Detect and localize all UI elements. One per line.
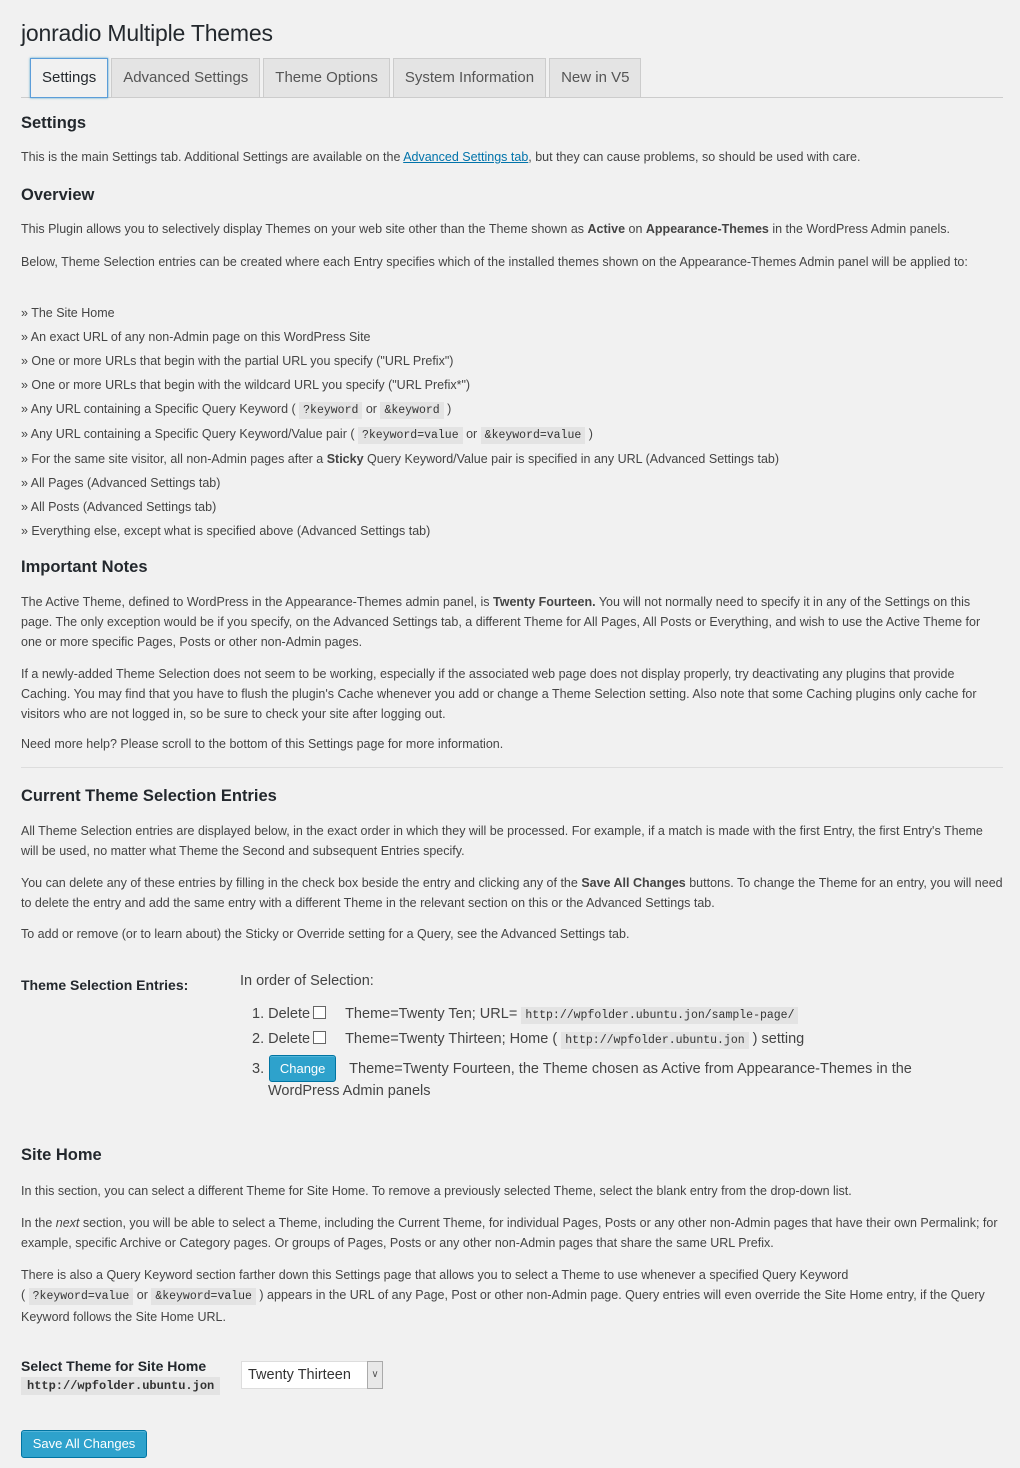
intro-text: This is the main Settings tab. Additional Settings are available on the (21, 150, 404, 164)
list-item: » One or more URLs that begin with the partial URL you specify ("URL Prefix") (21, 354, 454, 368)
entry-row-3 (252, 1055, 912, 1082)
save-all-changes-label: Save All Changes (581, 876, 686, 890)
entry-text-after: ) setting (748, 1031, 805, 1047)
delete-checkbox-1[interactable] (313, 1006, 326, 1019)
site-home-url-code: http://wpfolder.ubuntu.jon (21, 1377, 220, 1395)
save-all-changes-button[interactable]: Save All Changes (21, 1430, 147, 1458)
site-home-paragraph-1: In this section, you can select a different Theme for Site Home. To remove a previously selected Theme, select the blank entry from the drop-down list. (21, 1184, 852, 1198)
list-item: » One or more URLs that begin with the wildcard URL you specify ("URL Prefix*") (21, 378, 471, 392)
text: ) (443, 402, 452, 416)
entry-row-2 (252, 1028, 804, 1050)
entry-text: Theme=Twenty Ten; URL= (345, 1006, 522, 1022)
text: The Active Theme, defined to WordPress in the Appearance-Themes admin panel, is (21, 595, 494, 609)
text: in the WordPress Admin panels. (768, 222, 950, 236)
text: This Plugin allows you to selectively display Themes on your web site other than the Theme shown as (21, 222, 588, 236)
text: » For the same site visitor, all non-Admin pages after a (21, 452, 327, 466)
change-button[interactable]: Change (269, 1055, 336, 1082)
delete-label: Delete (268, 1006, 311, 1022)
text: section, you will be able to select a Theme, including the Current Theme, for individual Pages, Posts or any other non-Admin pages that have their own Permalink; for example, specific Archive or Category pages. Or groups of Pages, Posts or any other non-Admin pages that share the same URL Prefix. (21, 1216, 998, 1250)
list-item (21, 425, 593, 445)
chevron-down-icon: ∨ (367, 1361, 383, 1389)
list-item: » An exact URL of any non-Admin page on this WordPress Site (21, 330, 371, 344)
notes-paragraph-2: If a newly-added Theme Selection does not seem to be working, especially if the associated web page does not display properly, try deactivating any plugins that provide Caching. You may find that you have to flush the plugin's Cache whenever you add or change a Theme Selection setting. Also note that some Caching plugins only cache for visitors who are not logged in, so be sure to check your site after logging out. (21, 667, 977, 721)
current-paragraph-2 (21, 873, 1003, 913)
site-home-paragraph-2 (21, 1213, 1003, 1253)
list-item (21, 400, 451, 420)
entry-url: http://wpfolder.ubuntu.jon/sample-page/ (521, 1007, 798, 1024)
delete-checkbox-2[interactable] (313, 1031, 326, 1044)
delete-label: Delete (268, 1031, 311, 1047)
tab-settings[interactable]: Settings (30, 58, 108, 98)
entry-text: Theme=Twenty Fourteen, the Theme chosen as Active from Appearance-Themes in the (349, 1061, 912, 1077)
entry-row-1 (252, 1003, 798, 1025)
code-keyword-value: ?keyword=value (29, 1288, 134, 1305)
entry-text: Theme=Twenty Thirteen; Home ( (345, 1031, 562, 1047)
list-item: » All Posts (Advanced Settings tab) (21, 500, 217, 514)
current-paragraph-3: To add or remove (or to learn about) the Sticky or Override setting for a Query, see the Advanced Settings tab. (21, 927, 630, 941)
important-notes-heading: Important Notes (21, 558, 148, 576)
code-keyword: &keyword (380, 402, 443, 419)
tab-system-information[interactable]: System Information (393, 58, 546, 97)
text: There is also a Query Keyword section farther down this Settings page that allows you to select a Theme to use whenever a specified Query Keyword (21, 1268, 849, 1282)
text: or (133, 1288, 152, 1302)
site-home-url (21, 1376, 220, 1396)
code-keyword-value: &keyword=value (151, 1288, 256, 1305)
settings-intro (21, 148, 860, 167)
select-theme-label: Select Theme for Site Home (21, 1358, 207, 1374)
text: » Any URL containing a Specific Query Keyword ( (21, 402, 300, 416)
text: In the (21, 1216, 56, 1230)
text: You can delete any of these entries by filling in the check box beside the entry and clicking any of the (21, 876, 582, 890)
theme-selection-entries-label: Theme Selection Entries: (21, 977, 189, 993)
notes-paragraph-1 (21, 592, 1003, 652)
overview-paragraph-1 (21, 220, 950, 239)
section-divider (21, 767, 1003, 768)
sticky-label: Sticky (326, 452, 364, 466)
text: Query Keyword/Value pair is specified in any URL (Advanced Settings tab) (363, 452, 780, 466)
next-emphasis: next (55, 1216, 80, 1230)
code-keyword-value: ?keyword=value (358, 427, 463, 444)
current-entries-heading: Current Theme Selection Entries (21, 787, 277, 805)
overview-paragraph-2: Below, Theme Selection entries can be created where each Entry specifies which of the installed themes shown on the Appearance-Themes Admin panel will be applied to: (21, 255, 968, 269)
settings-heading: Settings (21, 114, 87, 132)
entry-row-3-continued: WordPress Admin panels (268, 1083, 431, 1099)
notes-paragraph-3: Need more help? Please scroll to the bottom of this Settings page for more information. (21, 737, 504, 751)
selected-value: Twenty Thirteen (248, 1367, 351, 1383)
overview-heading: Overview (21, 186, 95, 204)
text: or (462, 427, 481, 441)
list-item: » The Site Home (21, 306, 115, 320)
text: » Any URL containing a Specific Query Keyword/Value pair ( (21, 427, 358, 441)
entry-number: 1. (252, 1006, 265, 1022)
text: You will not normally need to specify it in any of the Settings on this page. The only exception would be if you specify, on the Advanced Settings tab, a different Theme for All Pages, All Posts or Everything, and wish to use the Active Theme for one or more specific Pages, Posts or other non-Admin pages. (21, 595, 981, 649)
active-theme-name: Twenty Fourteen. (493, 595, 596, 609)
code-keyword: ?keyword (299, 402, 362, 419)
site-home-theme-select[interactable] (241, 1361, 383, 1389)
tab-theme-options[interactable]: Theme Options (263, 58, 390, 97)
list-item (21, 450, 779, 469)
entry-url: http://wpfolder.ubuntu.jon (561, 1032, 748, 1049)
tab-advanced-settings[interactable]: Advanced Settings (111, 58, 260, 97)
entry-number: 2. (252, 1031, 265, 1047)
text: ( (21, 1288, 29, 1302)
appearance-themes-label: Appearance-Themes (645, 222, 769, 236)
text: ) appears in the URL of any Page, Post or other non-Admin page. Query entries will even override the Site Home entry, if the Query Keyword follows the Site Home URL. (21, 1288, 985, 1324)
tab-new-in-v5[interactable]: New in V5 (549, 58, 641, 97)
site-home-paragraph-3 (21, 1265, 1003, 1327)
intro-text-end: , but they can cause problems, so should be used with care. (528, 150, 861, 164)
entry-number: 3. (252, 1061, 265, 1077)
text: on (625, 222, 646, 236)
nav-tabs (21, 58, 1003, 98)
text: ) (585, 427, 593, 441)
code-keyword-value: &keyword=value (481, 427, 586, 444)
advanced-settings-link[interactable]: Advanced Settings tab (403, 150, 529, 164)
page-title: jonradio Multiple Themes (21, 20, 273, 46)
order-label: In order of Selection: (240, 973, 374, 989)
text: or (362, 402, 381, 416)
list-item: » All Pages (Advanced Settings tab) (21, 476, 221, 490)
text: buttons. To change the Theme for an entry, you will need to delete the entry and add the same entry with a different Theme in the relevant section on this or the Advanced Settings tab. (21, 876, 1003, 910)
site-home-heading: Site Home (21, 1146, 102, 1164)
list-item: » Everything else, except what is specified above (Advanced Settings tab) (21, 524, 431, 538)
active-label: Active (587, 222, 626, 236)
settings-page (0, 0, 1020, 98)
current-paragraph-1: All Theme Selection entries are displayed below, in the exact order in which they will be processed. For example, if a match is made with the first Entry, the first Entry's Theme will be used, no matter what Theme the Second and subsequent Entries specify. (21, 824, 983, 858)
